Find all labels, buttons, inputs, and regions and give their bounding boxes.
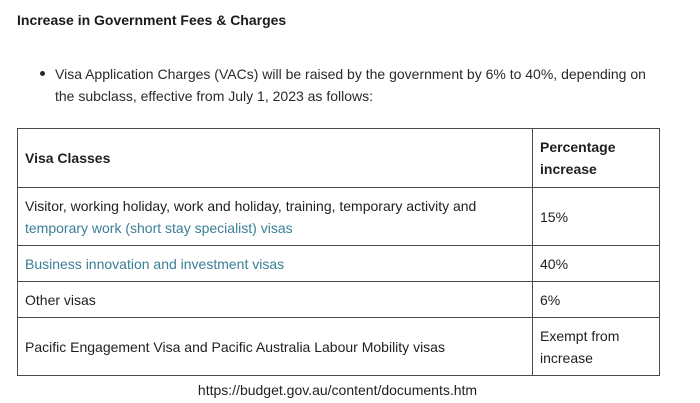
bullet-list (40, 63, 650, 107)
visa-class-cell (18, 188, 533, 246)
percentage-cell: 15% (533, 188, 660, 246)
bullet-dot-icon (40, 71, 45, 76)
visa-class-cell (18, 246, 533, 282)
header-percentage-increase: Percentage increase (533, 129, 660, 188)
bullet-text: Visa Application Charges (VACs) will be raised by the government by 6% to 40%, depending on the subclass, effective from July 1, 2023 as follows: (55, 66, 646, 104)
percentage-cell: 6% (533, 282, 660, 318)
table-row (18, 318, 660, 376)
source-url: https://budget.gov.au/content/documents.htm (197, 382, 478, 398)
percentage-cell: Exempt from increase (533, 318, 660, 376)
table-row (18, 188, 660, 246)
table-row (18, 282, 660, 318)
temporary-work-visas-link[interactable]: temporary work (short stay specialist) visas (25, 219, 293, 236)
business-innovation-visas-link[interactable]: Business innovation and investment visas (25, 255, 285, 272)
table-row (18, 246, 660, 282)
header-visa-classes: Visa Classes (18, 129, 533, 188)
table-header-row (18, 129, 660, 188)
visa-fees-table (17, 128, 660, 376)
list-item (40, 63, 650, 107)
percentage-cell: 40% (533, 246, 660, 282)
visa-class-cell: Other visas (18, 282, 533, 318)
section-heading: Increase in Government Fees & Charges (17, 12, 287, 28)
visa-class-cell: Pacific Engagement Visa and Pacific Australia Labour Mobility visas (18, 318, 533, 376)
visa-class-text: Visitor, working holiday, work and holiday, training, temporary activity and (25, 197, 477, 214)
